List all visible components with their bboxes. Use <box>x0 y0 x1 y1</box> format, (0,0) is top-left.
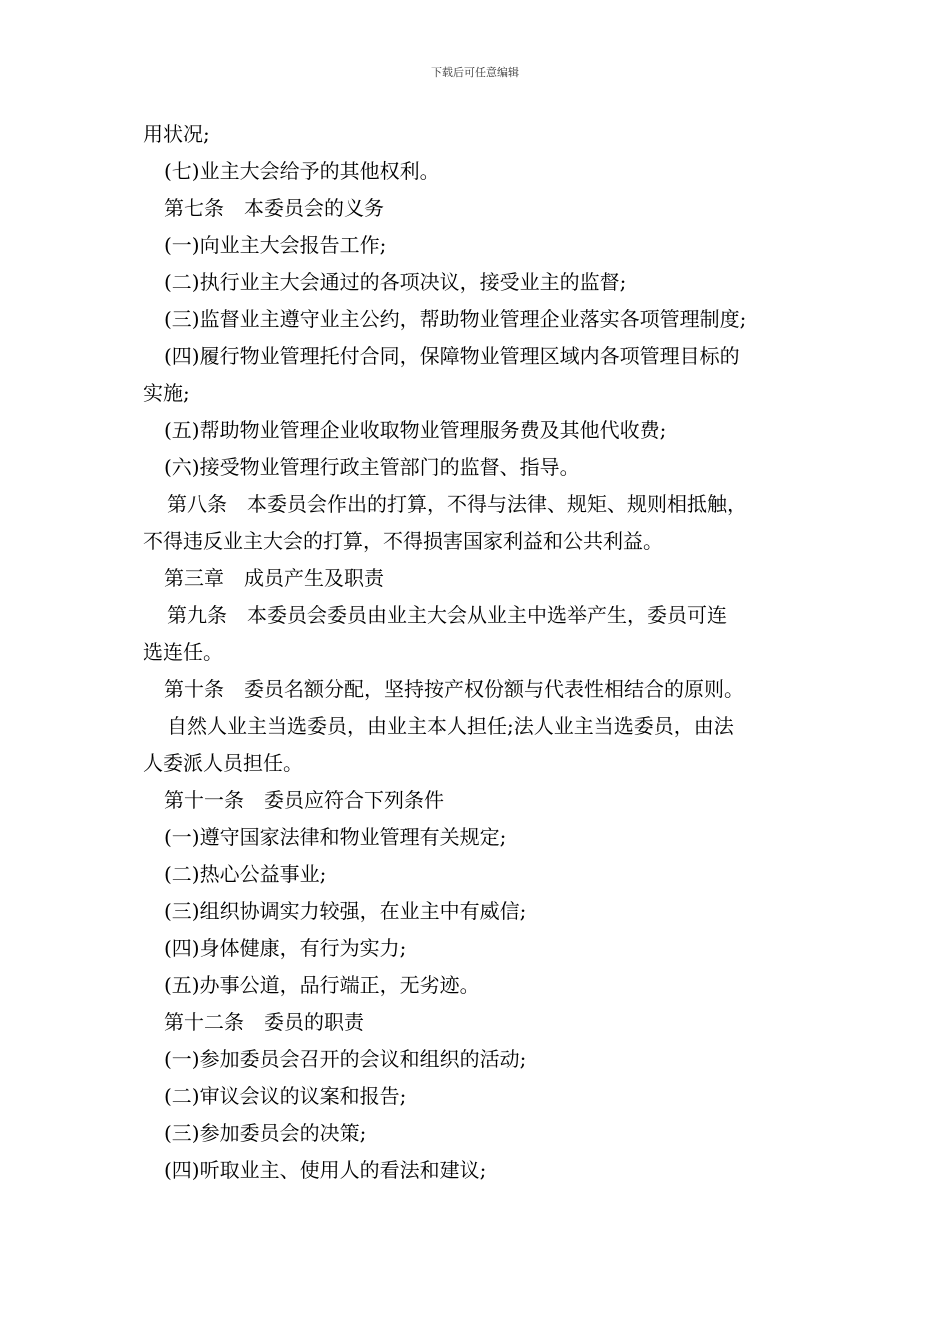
list-item: (一)遵守国家法律和物业管理有关规定; <box>164 825 507 849</box>
text-line: 选连任。 <box>143 640 223 664</box>
list-item: (一)参加委员会召开的会议和组织的活动; <box>164 1047 527 1071</box>
text-line: 不得违反业主大会的打算，不得损害国家利益和公共利益。 <box>143 529 663 553</box>
list-item: (二)执行业主大会通过的各项决议，接受业主的监督; <box>164 270 627 294</box>
list-item: (一)向业主大会报告工作; <box>164 233 387 257</box>
text-line: 用状况; <box>143 122 210 146</box>
article-heading: 第七条 本委员会的义务 <box>164 196 384 220</box>
article-paragraph: 第八条 本委员会作出的打算，不得与法律、规矩、规则相抵触， <box>167 492 747 516</box>
list-item: (四)听取业主、使用人的看法和建议; <box>164 1158 487 1182</box>
list-item: (二)热心公益事业; <box>164 862 327 886</box>
page-header-note: 下载后可任意编辑 <box>431 66 519 79</box>
list-item: (七)业主大会给予的其他权利。 <box>164 159 440 183</box>
text-line: 自然人业主当选委员，由业主本人担任;法人业主当选委员，由法 <box>167 714 734 738</box>
article-heading: 第十一条 委员应符合下列条件 <box>164 788 444 812</box>
text-line: 人委派人员担任。 <box>143 751 303 775</box>
list-item: (三)参加委员会的决策; <box>164 1121 367 1145</box>
document-body <box>143 116 823 1189</box>
list-item: (五)帮助物业管理企业收取物业管理服务费及其他代收费; <box>164 418 667 442</box>
article-paragraph: 第九条 本委员会委员由业主大会从业主中选举产生，委员可连 <box>167 603 727 627</box>
list-item: (二)审议会议的议案和报告; <box>164 1084 407 1108</box>
article-paragraph: 第十条 委员名额分配，坚持按产权份额与代表性相结合的原则。 <box>164 677 744 701</box>
list-item: (三)监督业主遵守业主公约，帮助物业管理企业落实各项管理制度; <box>164 307 747 331</box>
article-heading: 第十二条 委员的职责 <box>164 1010 364 1034</box>
text-line: 实施; <box>143 381 190 405</box>
list-item: (四)身体健康，有行为实力; <box>164 936 407 960</box>
list-item: (五)办事公道，品行端正，无劣迹。 <box>164 973 480 997</box>
list-item: (三)组织协调实力较强，在业主中有威信; <box>164 899 527 923</box>
list-item: (六)接受物业管理行政主管部门的监督、指导。 <box>164 455 580 479</box>
chapter-heading: 第三章 成员产生及职责 <box>164 566 384 590</box>
list-item: (四)履行物业管理托付合同，保障物业管理区域内各项管理目标的 <box>164 344 740 368</box>
